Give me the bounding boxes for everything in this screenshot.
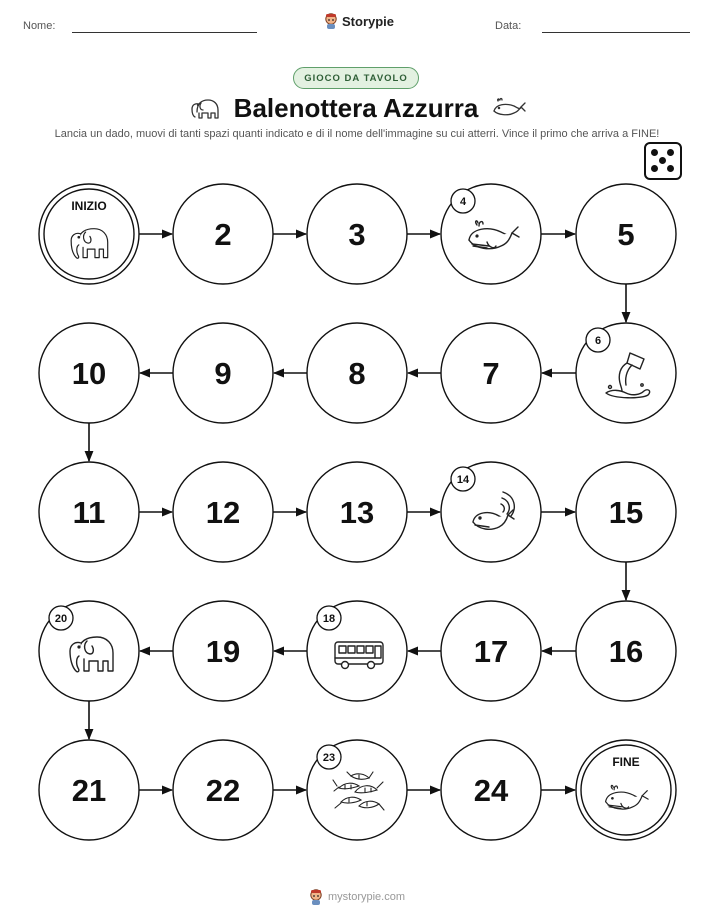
badge-number: 18 bbox=[322, 613, 336, 625]
space-number: 15 bbox=[608, 495, 644, 530]
bus-icon bbox=[335, 642, 383, 669]
board-space-3 bbox=[307, 184, 407, 284]
space-number: 3 bbox=[348, 217, 366, 252]
board-space-19 bbox=[173, 601, 273, 701]
space-number: 10 bbox=[71, 356, 107, 391]
board-spaces bbox=[39, 184, 676, 840]
board-space-13 bbox=[307, 462, 407, 562]
board-space-5 bbox=[576, 184, 676, 284]
board-space-17 bbox=[441, 601, 541, 701]
board-space-10 bbox=[39, 323, 139, 423]
space-number: 9 bbox=[214, 356, 232, 391]
space-number: 8 bbox=[348, 356, 366, 391]
page-title: Balenottera Azzurra bbox=[233, 92, 479, 123]
space-number: 12 bbox=[205, 495, 241, 530]
brand-name: Storypie bbox=[342, 13, 395, 29]
badge-number: 23 bbox=[322, 752, 336, 764]
storypie-mascot-icon bbox=[309, 889, 323, 905]
board-space-25 bbox=[576, 740, 676, 840]
board-space-1 bbox=[39, 184, 139, 284]
board-space-15 bbox=[576, 462, 676, 562]
board-space-20 bbox=[39, 601, 139, 701]
space-number: 22 bbox=[205, 773, 241, 808]
space-number: 24 bbox=[473, 773, 509, 808]
board-space-7 bbox=[441, 323, 541, 423]
space-number: 21 bbox=[71, 773, 107, 808]
date-label: Data: bbox=[495, 20, 522, 32]
space-number: 13 bbox=[339, 495, 375, 530]
board-space-8 bbox=[307, 323, 407, 423]
badge-number: 4 bbox=[459, 196, 467, 208]
space-number: 16 bbox=[608, 634, 644, 669]
badge-number: 6 bbox=[594, 335, 602, 347]
game-type-badge: GIOCO DA TAVOLO bbox=[293, 67, 419, 89]
name-label: Nome: bbox=[23, 20, 56, 32]
board-space-2 bbox=[173, 184, 273, 284]
board-space-21 bbox=[39, 740, 139, 840]
board-space-11 bbox=[39, 462, 139, 562]
board-space-23 bbox=[307, 740, 407, 840]
board-space-22 bbox=[173, 740, 273, 840]
space-number: 2 bbox=[214, 217, 232, 252]
board-space-4 bbox=[441, 184, 541, 284]
badge-number: 14 bbox=[456, 474, 470, 486]
finish-label: FINE bbox=[612, 755, 640, 769]
start-label: INIZIO bbox=[71, 199, 107, 213]
instructions: Lancia un dado, muovi di tanti spazi quanti indicato e di il nome dell'immagine su cui atterri. Vince il primo che arriva a FINE! bbox=[54, 128, 660, 140]
board-space-12 bbox=[173, 462, 273, 562]
space-number: 19 bbox=[205, 634, 241, 669]
badge-number: 20 bbox=[54, 613, 68, 625]
footer bbox=[0, 889, 714, 905]
footer-url[interactable]: mystorypie.com bbox=[327, 891, 406, 903]
board-space-24 bbox=[441, 740, 541, 840]
space-number: 5 bbox=[617, 217, 635, 252]
space-number: 7 bbox=[482, 356, 500, 391]
board-space-9 bbox=[173, 323, 273, 423]
board-space-18 bbox=[307, 601, 407, 701]
space-number: 11 bbox=[72, 495, 106, 530]
board-space-14 bbox=[441, 462, 541, 562]
board-space-16 bbox=[576, 601, 676, 701]
space-number: 17 bbox=[473, 634, 509, 669]
board-space-6 bbox=[576, 323, 676, 423]
